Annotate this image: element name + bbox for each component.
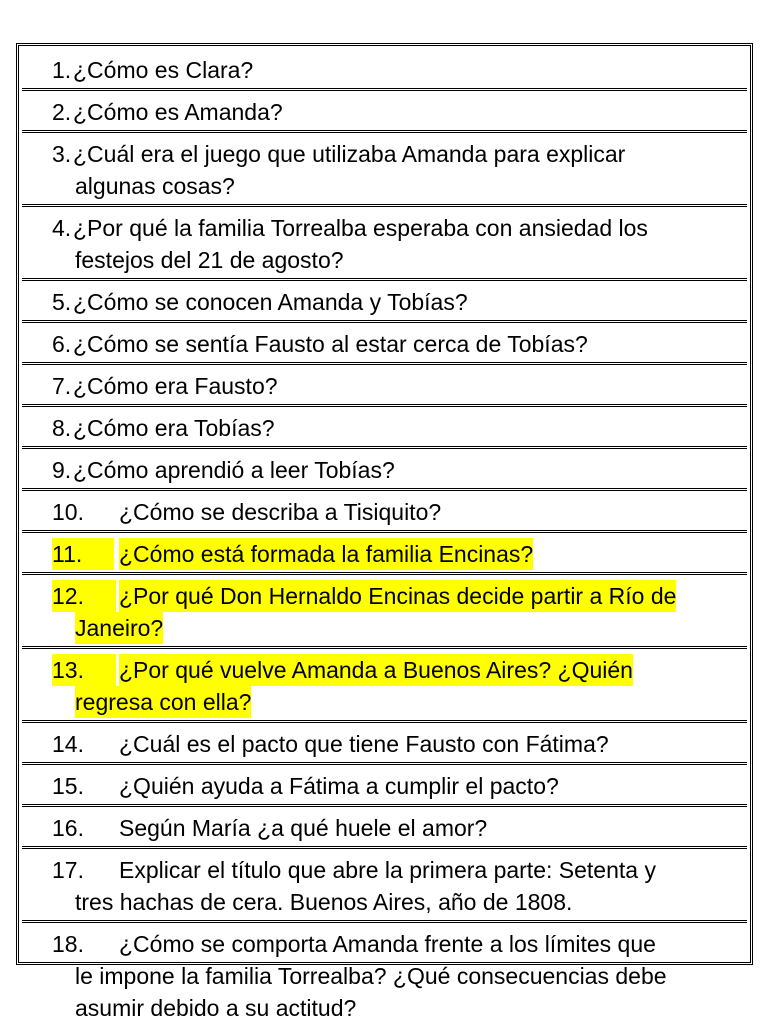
question-line: [52, 538, 739, 570]
question-number: 10.: [52, 499, 84, 525]
question-row: [22, 365, 747, 407]
question-line: [52, 138, 739, 170]
question-number: 15.: [52, 773, 84, 799]
question-row: [22, 723, 747, 765]
question-text: ¿Cómo está formada la familia Encinas?: [119, 538, 533, 570]
question-text: Janeiro?: [75, 612, 163, 644]
question-text: ¿Por qué Don Hernaldo Encinas decide partir a Río de: [119, 580, 676, 612]
question-text: tres hachas de cera. Buenos Aires, año de 1808.: [75, 889, 573, 915]
question-row: [22, 323, 747, 365]
question-text: ¿Cómo aprendió a leer Tobías?: [73, 457, 395, 483]
question-line: [52, 412, 739, 444]
question-row: [22, 575, 747, 649]
question-number: 3.: [52, 141, 72, 167]
question-number: 7.: [52, 373, 72, 399]
question-number: 16.: [52, 815, 84, 841]
question-line: [52, 496, 739, 528]
question-line: [52, 212, 739, 244]
questions-list: [22, 49, 747, 1021]
question-line: [52, 886, 739, 918]
question-line: [52, 96, 739, 128]
question-number: 9.: [52, 457, 72, 483]
question-text: Según María ¿a qué huele el amor?: [119, 815, 488, 841]
question-text: ¿Cuál era el juego que utilizaba Amanda para explicar: [73, 141, 626, 167]
question-text: ¿Cómo era Tobías?: [73, 415, 275, 441]
question-row: [22, 91, 747, 133]
question-number: 5.: [52, 289, 72, 315]
question-text: ¿Cuál es el pacto que tiene Fausto con Fátima?: [119, 731, 609, 757]
question-row: [22, 649, 747, 723]
question-line: [52, 686, 739, 718]
question-text: regresa con ella?: [75, 686, 251, 718]
question-row: [22, 449, 747, 491]
question-number: 18.: [52, 931, 84, 957]
question-text: ¿Cómo es Amanda?: [73, 99, 283, 125]
question-row: [22, 849, 747, 923]
question-row: [22, 407, 747, 449]
question-text: ¿Por qué la familia Torrealba esperaba con ansiedad los: [73, 215, 648, 241]
question-number: 2.: [52, 99, 72, 125]
question-text: ¿Cómo se comporta Amanda frente a los límites que: [119, 931, 656, 957]
question-number: 14.: [52, 731, 84, 757]
question-line: [52, 928, 739, 960]
question-text: ¿Por qué vuelve Amanda a Buenos Aires? ¿Quién: [119, 654, 633, 686]
question-line: [52, 612, 739, 644]
question-line: [52, 54, 739, 86]
question-text: asumir debido a su actitud?: [75, 995, 357, 1021]
question-row: [22, 49, 747, 91]
question-text: festejos del 21 de agosto?: [75, 247, 344, 273]
question-number: 17.: [52, 857, 84, 883]
question-text: ¿Cómo se describa a Tisiquito?: [119, 499, 442, 525]
question-text: ¿Cómo se sentía Fausto al estar cerca de Tobías?: [73, 331, 588, 357]
question-row: [22, 533, 747, 575]
question-text: ¿Quién ayuda a Fátima a cumplir el pacto?: [119, 773, 559, 799]
question-row: [22, 281, 747, 323]
question-text: ¿Cómo se conocen Amanda y Tobías?: [73, 289, 468, 315]
question-text: ¿Cómo es Clara?: [73, 57, 254, 83]
question-line: [52, 992, 739, 1024]
question-text: algunas cosas?: [75, 173, 235, 199]
question-text: ¿Cómo era Fausto?: [73, 373, 278, 399]
question-row: [22, 491, 747, 533]
question-line: [52, 370, 739, 402]
question-line: [52, 244, 739, 276]
question-line: [52, 960, 739, 992]
question-number: 8.: [52, 415, 72, 441]
question-number: 4.: [52, 215, 72, 241]
question-line: [52, 286, 739, 318]
questions-table: [16, 43, 753, 1021]
question-number: 11.: [52, 538, 114, 570]
question-line: [52, 854, 739, 886]
question-text: Explicar el título que abre la primera parte: Setenta y: [119, 857, 656, 883]
question-row: [22, 807, 747, 849]
question-line: [52, 454, 739, 486]
question-row: [22, 133, 747, 207]
question-row: [22, 923, 747, 1026]
question-number: 6.: [52, 331, 72, 357]
question-text: le impone la familia Torrealba? ¿Qué consecuencias debe: [75, 963, 667, 989]
question-row: [22, 207, 747, 281]
question-line: [52, 654, 739, 686]
question-line: [52, 580, 739, 612]
question-number: 12.: [52, 580, 116, 612]
question-number: 13.: [52, 654, 116, 686]
question-line: [52, 328, 739, 360]
question-line: [52, 728, 739, 760]
question-row: [22, 765, 747, 807]
question-number: 1.: [52, 57, 72, 83]
question-line: [52, 770, 739, 802]
question-line: [52, 170, 739, 202]
question-line: [52, 812, 739, 844]
